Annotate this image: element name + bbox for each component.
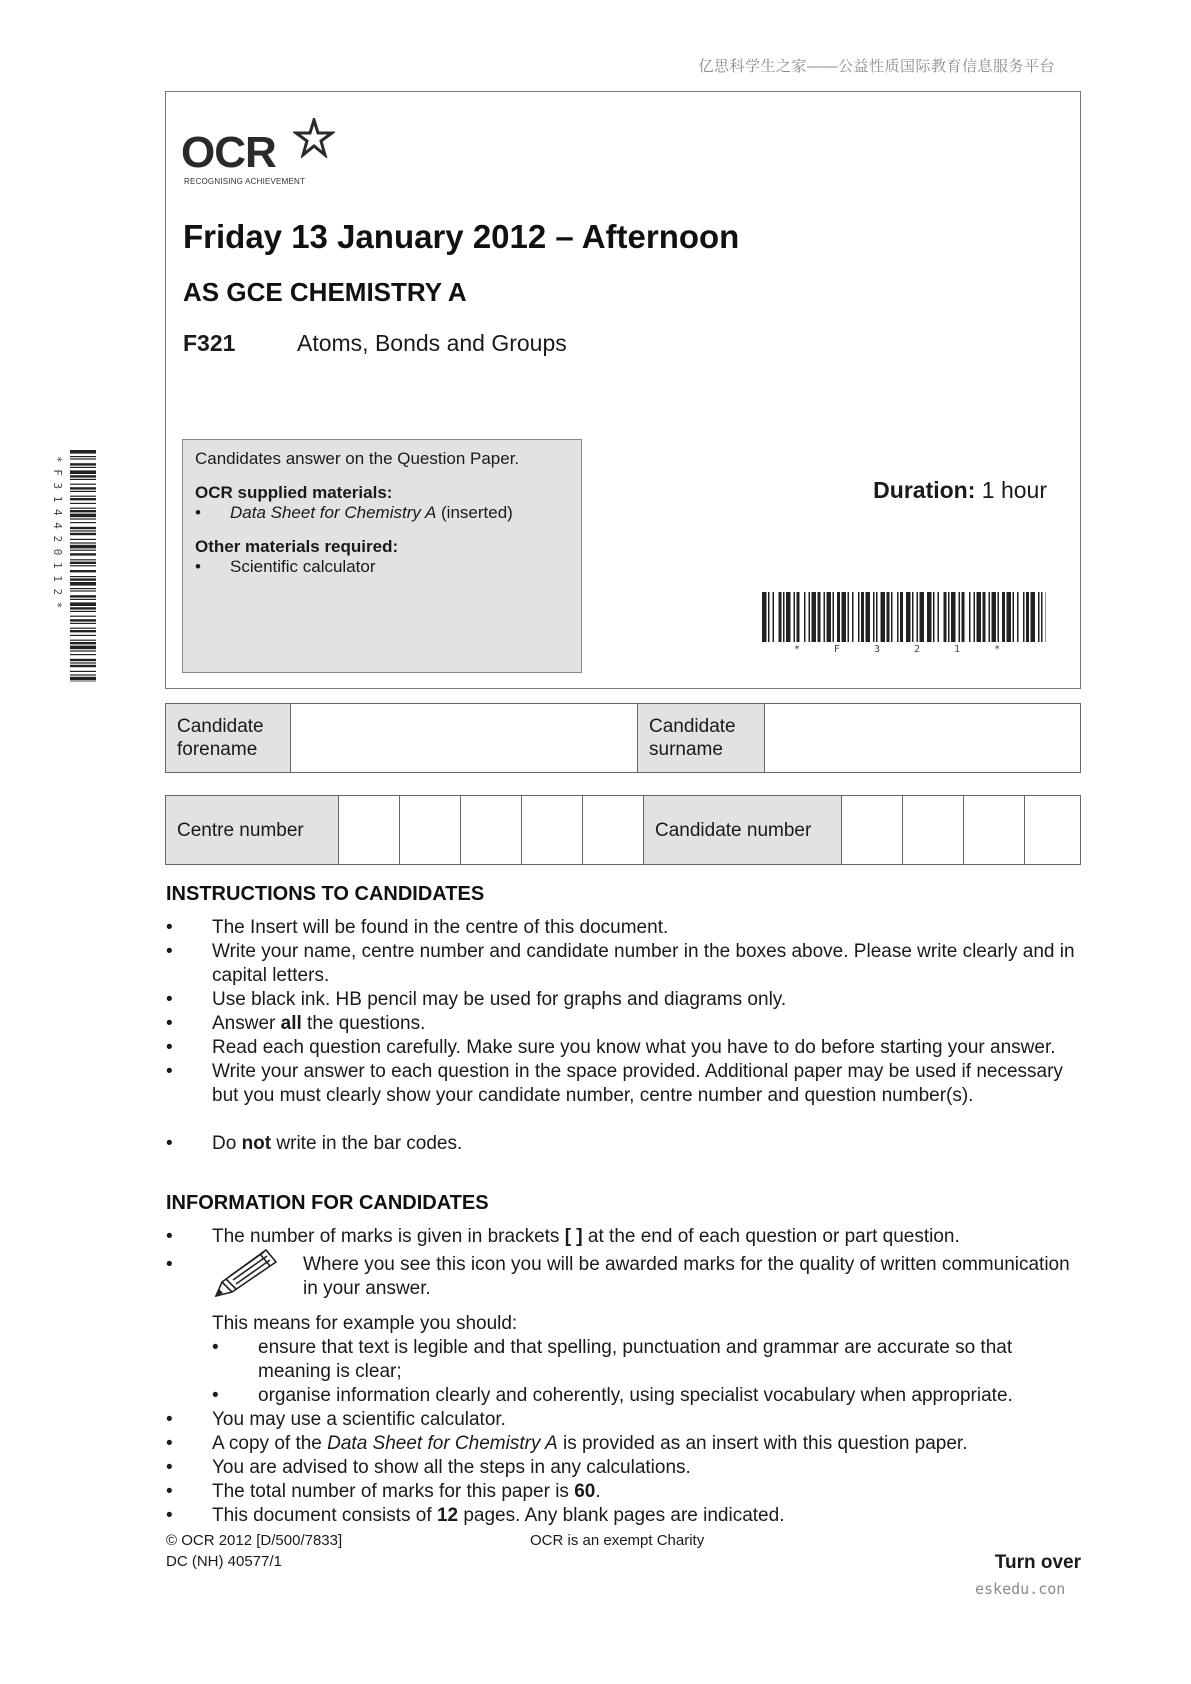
barcode-bar bbox=[944, 592, 947, 642]
pencil-icon bbox=[210, 1246, 280, 1302]
barcode-bar bbox=[70, 628, 96, 629]
watermark-bottom: eskedu.con bbox=[975, 1580, 1066, 1598]
barcode-bar bbox=[768, 592, 770, 642]
barcode-bar bbox=[70, 559, 96, 560]
barcode-bar bbox=[70, 542, 96, 543]
main-barcode-caption: * F 3 2 1 * bbox=[793, 644, 1015, 654]
candidate-digit-box[interactable] bbox=[842, 796, 903, 865]
barcode-bar bbox=[70, 642, 96, 644]
barcode-bar bbox=[912, 592, 914, 642]
star-icon bbox=[293, 118, 335, 158]
barcode-bar bbox=[70, 595, 96, 597]
candidate-number-label: Candidate number bbox=[644, 796, 842, 865]
barcode-bar bbox=[70, 659, 96, 661]
barcode-bar bbox=[809, 592, 811, 642]
barcode-bar bbox=[887, 592, 890, 642]
barcode-bar bbox=[974, 592, 976, 642]
barcode-bar bbox=[70, 514, 96, 518]
barcode-bar bbox=[70, 582, 96, 586]
main-barcode bbox=[762, 592, 1046, 654]
surname-label: Candidate surname bbox=[638, 704, 765, 773]
candidate-digit-box[interactable] bbox=[964, 796, 1025, 865]
barcode-bar bbox=[70, 498, 96, 500]
barcode-bar bbox=[866, 592, 871, 642]
barcode-bar bbox=[70, 503, 96, 504]
barcode-bar bbox=[70, 654, 96, 655]
side-barcode bbox=[48, 450, 98, 682]
barcode-bar bbox=[906, 592, 911, 642]
supplied-heading: OCR supplied materials: bbox=[195, 483, 393, 502]
centre-digit-box[interactable] bbox=[522, 796, 583, 865]
barcode-bar bbox=[70, 527, 96, 529]
barcode-bar bbox=[70, 565, 96, 566]
barcode-bar bbox=[70, 487, 96, 489]
supplied-item: • Data Sheet for Chemistry A (inserted) bbox=[195, 503, 513, 522]
barcode-bar bbox=[1031, 592, 1036, 642]
barcode-bar bbox=[861, 592, 864, 642]
barcode-bar bbox=[1002, 592, 1005, 642]
logo-text: OCR bbox=[181, 128, 276, 177]
ocr-logo bbox=[181, 118, 341, 190]
barcode-bar bbox=[70, 518, 96, 519]
barcode-bar bbox=[951, 592, 956, 642]
barcode-bar bbox=[833, 592, 835, 642]
barcode-bar bbox=[1017, 592, 1019, 642]
other-item: • Scientific calculator bbox=[195, 557, 376, 576]
barcode-bar bbox=[797, 592, 800, 642]
barcode-bar bbox=[70, 484, 96, 485]
barcode-bar bbox=[804, 592, 806, 642]
barcode-bar bbox=[70, 545, 96, 549]
barcode-bar bbox=[762, 592, 767, 642]
centre-digit-box[interactable] bbox=[461, 796, 522, 865]
unit-title: Atoms, Bonds and Groups bbox=[297, 330, 567, 356]
barcode-bar bbox=[983, 592, 986, 642]
barcode-bar bbox=[848, 592, 850, 642]
barcode-bar bbox=[70, 510, 96, 512]
barcode-bar bbox=[959, 592, 961, 642]
barcode-bar bbox=[1041, 592, 1043, 642]
barcode-bar bbox=[70, 475, 96, 477]
candidate-digit-box[interactable] bbox=[903, 796, 964, 865]
barcode-bar bbox=[70, 619, 96, 621]
barcode-bar bbox=[812, 592, 817, 642]
barcode-bar bbox=[1038, 592, 1040, 642]
barcode-bar bbox=[824, 592, 826, 642]
barcode-bar bbox=[779, 592, 782, 642]
barcode-bar bbox=[70, 590, 96, 591]
barcode-bar bbox=[783, 592, 785, 642]
logo-tagline: RECOGNISING ACHIEVEMENT bbox=[184, 177, 306, 186]
barcode-bar bbox=[70, 677, 96, 681]
forename-field[interactable] bbox=[291, 704, 638, 773]
barcode-bar bbox=[70, 623, 96, 624]
barcode-bar bbox=[70, 576, 96, 577]
barcode-bar bbox=[933, 592, 935, 642]
barcode-bar bbox=[1023, 592, 1025, 642]
barcode-bar bbox=[837, 592, 840, 642]
barcode-bar bbox=[786, 592, 791, 642]
forename-label: Candidate forename bbox=[166, 704, 291, 773]
candidate-number-table bbox=[165, 795, 1081, 865]
barcode-bar bbox=[70, 611, 96, 612]
side-barcode-caption: * F 3 1 4 4 2 0 1 1 2 * bbox=[51, 456, 64, 609]
barcode-bar bbox=[70, 602, 96, 606]
barcode-bar bbox=[977, 592, 982, 642]
barcode-bar bbox=[948, 592, 950, 642]
barcode-bar bbox=[938, 592, 940, 642]
materials-box bbox=[182, 439, 582, 673]
barcode-bar bbox=[70, 479, 96, 480]
duration: Duration: 1 hour bbox=[873, 477, 1047, 503]
barcode-bar bbox=[873, 592, 875, 642]
centre-digit-box[interactable] bbox=[583, 796, 644, 865]
barcode-bar bbox=[70, 665, 96, 667]
watermark-top: 亿思科学生之家——公益性质国际教育信息服务平台 bbox=[698, 58, 1055, 75]
barcode-bar bbox=[70, 533, 96, 535]
barcode-bar bbox=[70, 456, 96, 457]
candidate-name-table bbox=[165, 703, 1081, 773]
surname-field[interactable] bbox=[765, 704, 1081, 773]
barcode-bar bbox=[70, 640, 96, 641]
barcode-bar bbox=[70, 662, 96, 663]
barcode-bar bbox=[1007, 592, 1012, 642]
barcode-bar bbox=[917, 592, 919, 642]
barcode-bar bbox=[962, 592, 965, 642]
barcode-bar bbox=[70, 539, 96, 540]
barcode-bar bbox=[891, 592, 893, 642]
barcode-bar bbox=[70, 550, 96, 551]
barcode-bar bbox=[70, 674, 96, 675]
turn-over: Turn over bbox=[994, 1552, 1081, 1573]
barcode-bar bbox=[70, 578, 96, 580]
barcode-bar bbox=[70, 496, 96, 497]
barcode-bar bbox=[70, 635, 96, 636]
barcode-bar bbox=[70, 530, 96, 531]
barcode-bar bbox=[70, 450, 96, 454]
barcode-bar bbox=[920, 592, 925, 642]
barcode-bar bbox=[70, 646, 96, 650]
unit-code: F321 bbox=[183, 330, 236, 356]
barcode-bar bbox=[70, 562, 96, 564]
centre-number-label: Centre number bbox=[166, 796, 339, 865]
barcode-bar bbox=[992, 592, 997, 642]
barcode-bar bbox=[70, 463, 96, 465]
barcode-bar bbox=[70, 607, 96, 609]
candidate-digit-box[interactable] bbox=[1025, 796, 1081, 865]
barcode-bar bbox=[858, 592, 860, 642]
barcode-bar bbox=[70, 553, 96, 555]
barcode-bar bbox=[70, 508, 96, 509]
barcode-bar bbox=[70, 467, 96, 468]
barcode-bar bbox=[70, 599, 96, 600]
barcode-bar bbox=[70, 650, 96, 651]
footer-charity: OCR is an exempt Charity bbox=[530, 1532, 705, 1549]
barcode-bar bbox=[842, 592, 847, 642]
barcode-bar bbox=[1013, 592, 1015, 642]
footer-copyright: © OCR 2012 [D/500/7833] bbox=[166, 1532, 343, 1549]
barcode-bar bbox=[70, 630, 96, 632]
barcode-bar bbox=[998, 592, 1000, 642]
other-heading: Other materials required: bbox=[195, 537, 399, 556]
barcode-bar bbox=[989, 592, 991, 642]
barcode-bar bbox=[70, 491, 96, 492]
barcode-bar bbox=[1026, 592, 1029, 642]
barcode-bar bbox=[70, 570, 96, 572]
barcode-bar bbox=[70, 458, 96, 459]
barcode-bar bbox=[1046, 592, 1047, 642]
instructions-heading: INSTRUCTIONS TO CANDIDATES bbox=[166, 883, 485, 905]
exam-date: Friday 13 January 2012 – Afternoon bbox=[183, 218, 740, 255]
information-heading: INFORMATION FOR CANDIDATES bbox=[166, 1192, 489, 1214]
centre-digit-box[interactable] bbox=[400, 796, 461, 865]
barcode-bar bbox=[881, 592, 886, 642]
barcode-bar bbox=[900, 592, 903, 642]
barcode-bar bbox=[70, 671, 96, 672]
exam-subject: AS GCE CHEMISTRY A bbox=[183, 277, 467, 307]
barcode-bar bbox=[927, 592, 932, 642]
barcode-bar bbox=[852, 592, 854, 642]
barcode-bar bbox=[70, 470, 96, 474]
barcode-bar bbox=[827, 592, 832, 642]
barcode-bar bbox=[773, 592, 775, 642]
answer-note: Candidates answer on the Question Paper. bbox=[195, 449, 520, 468]
barcode-bar bbox=[70, 616, 96, 617]
barcode-bar bbox=[70, 522, 96, 523]
barcode-bar bbox=[818, 592, 821, 642]
barcode-bar bbox=[897, 592, 899, 642]
barcode-bar bbox=[876, 592, 878, 642]
barcode-bar bbox=[70, 588, 96, 589]
centre-digit-box[interactable] bbox=[339, 796, 400, 865]
barcode-bar bbox=[969, 592, 971, 642]
barcode-bar bbox=[794, 592, 796, 642]
footer-dc: DC (NH) 40577/1 bbox=[166, 1553, 282, 1570]
